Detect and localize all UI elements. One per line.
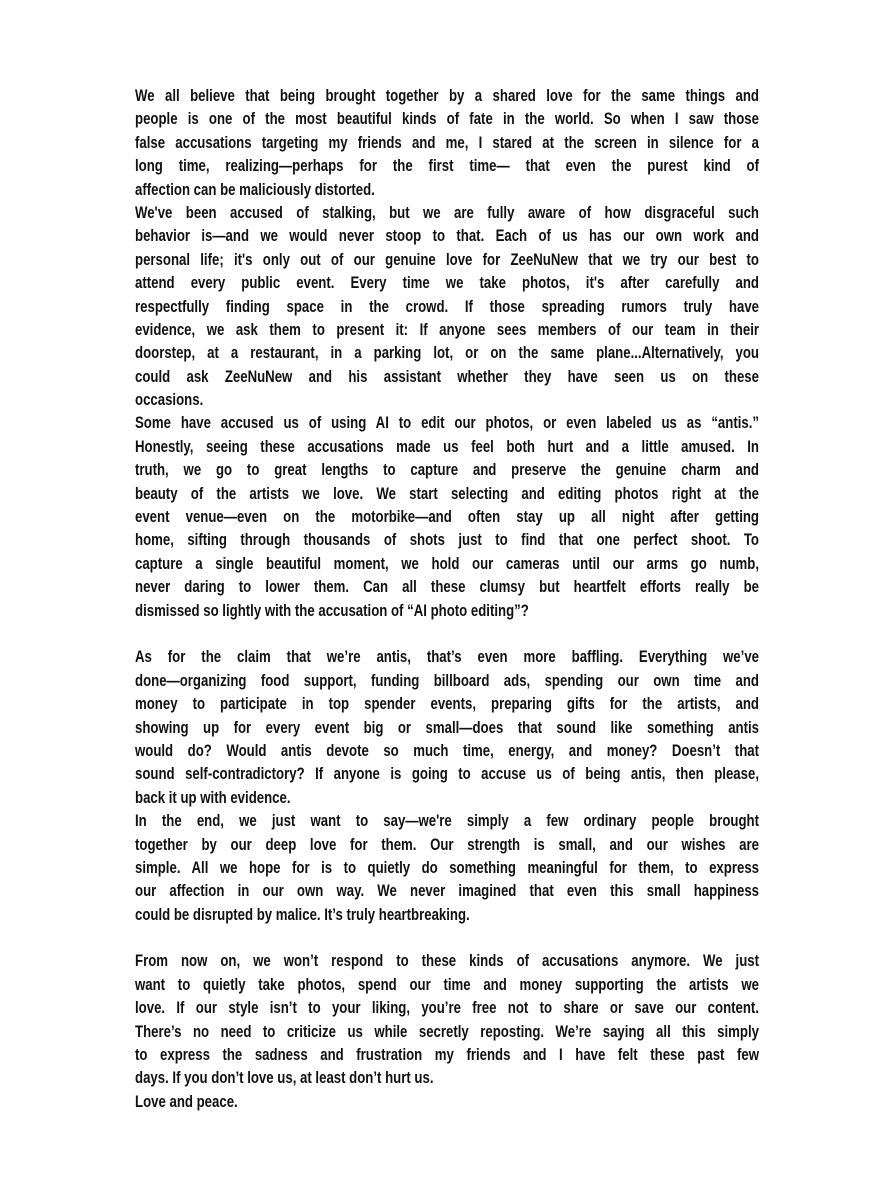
text-line: days. If you don’t love us, at least don’t hurt us.	[135, 1069, 434, 1088]
text-line: would do? Would antis devote so much time, energy, and money? Doesn’t that	[135, 741, 759, 760]
paragraph-spacer	[135, 623, 759, 646]
text-line: beauty of the artists we love. We start selecting and editing photos right at the	[135, 484, 759, 503]
text-line: behavior is—and we would never stoop to that. Each of us has our own work and	[135, 227, 759, 246]
text-line: home, sifting through thousands of shots just to find that one perfect shoot. To	[135, 531, 759, 550]
text-line: occasions.	[135, 391, 204, 410]
text-line: want to quietly take photos, spend our time and money supporting the artists we	[135, 975, 759, 994]
text-line: personal life; it's only out of our genuine love for ZeeNuNew that we try our best to	[135, 250, 759, 269]
text-line: showing up for every event big or small—does that sound like something antis	[135, 718, 759, 737]
text-line: From now on, we won’t respond to these kinds of accusations anymore. We just	[135, 952, 759, 971]
text-line: love. If our style isn’t to your liking, you’re free not to share or save our content.	[135, 999, 759, 1018]
text-line: As for the claim that we’re antis, that’s even more baffling. Everything we’ve	[135, 648, 759, 667]
text-line: capture a single beautiful moment, we hold our cameras until our arms go numb,	[135, 554, 759, 573]
text-line: affection can be maliciously distorted.	[135, 180, 375, 199]
text-line: respectfully finding space in the crowd. If those spreading rumors truly have	[135, 297, 759, 316]
text-line: event venue—even on the motorbike—and often stay up all night after getting	[135, 508, 759, 527]
paragraph-spacer	[135, 927, 759, 950]
text-line: There’s no need to criticize us while secretly reposting. We’re saying all this simply	[135, 1022, 759, 1041]
text-line: sound self-contradictory? If anyone is going to accuse us of being antis, then please,	[135, 765, 759, 784]
text-line: could be disrupted by malice. It’s truly heartbreaking.	[135, 905, 470, 924]
text-line: Some have accused us of using AI to edit our photos, or even labeled us as “antis.”	[135, 414, 759, 433]
text-line: to express the sadness and frustration my friends and I have felt these past few	[135, 1046, 759, 1065]
text-line: We all believe that being brought together by a shared love for the same things and	[135, 87, 759, 105]
text-line: dismissed so lightly with the accusation of “AI photo editing”?	[135, 601, 529, 620]
text-line: evidence, we ask them to present it: If anyone sees members of our team in their	[135, 320, 759, 339]
paragraph-in-the-end	[135, 810, 759, 927]
text-line: Honestly, seeing these accusations made us feel both hurt and a little amused. In	[135, 437, 759, 456]
text-line: people is one of the most beautiful kinds of fate in the world. So when I saw those	[135, 110, 759, 129]
text-line: could ask ZeeNuNew and his assistant whether they have seen us on these	[135, 367, 759, 386]
text-line: done—organizing food support, funding billboard ads, spending our own time and	[135, 671, 759, 690]
text-line: together by our deep love for them. Our strength is small, and our wishes are	[135, 835, 759, 854]
text-line: money to participate in top spender events, preparing gifts for the artists, and	[135, 695, 759, 714]
text-line: simple. All we hope for is to quietly do something meaningful for them, to express	[135, 858, 759, 877]
text-line: truth, we go to great lengths to capture and preserve the genuine charm and	[135, 461, 759, 480]
text-line: our affection in our own way. We never imagined that even this small happiness	[135, 882, 759, 901]
paragraph-antis	[135, 646, 759, 810]
sign-off	[135, 1091, 759, 1114]
text-line: back it up with evidence.	[135, 788, 291, 807]
text-line: doorstep, at a restaurant, in a parking lot, or on the same plane...Alternatively, you	[135, 344, 759, 363]
text-line: We've been accused of stalking, but we are fully aware of how disgraceful such	[135, 203, 759, 222]
document-body	[135, 85, 759, 1114]
paragraph-intro	[135, 85, 759, 202]
paragraph-ai-editing	[135, 412, 759, 623]
paragraph-from-now-on	[135, 950, 759, 1090]
text-line: false accusations targeting my friends and me, I stared at the screen in silence for a	[135, 133, 759, 152]
text-line: long time, realizing—perhaps for the first time— that even the purest kind of	[135, 157, 759, 176]
text-line: In the end, we just want to say—we're simply a few ordinary people brought	[135, 812, 759, 831]
text-line: never daring to lower them. Can all these clumsy but heartfelt efforts really be	[135, 578, 759, 597]
text-line: attend every public event. Every time we take photos, it's after carefully and	[135, 274, 759, 293]
paragraph-stalking	[135, 202, 759, 413]
sign-off-text: Love and peace.	[135, 1092, 238, 1111]
